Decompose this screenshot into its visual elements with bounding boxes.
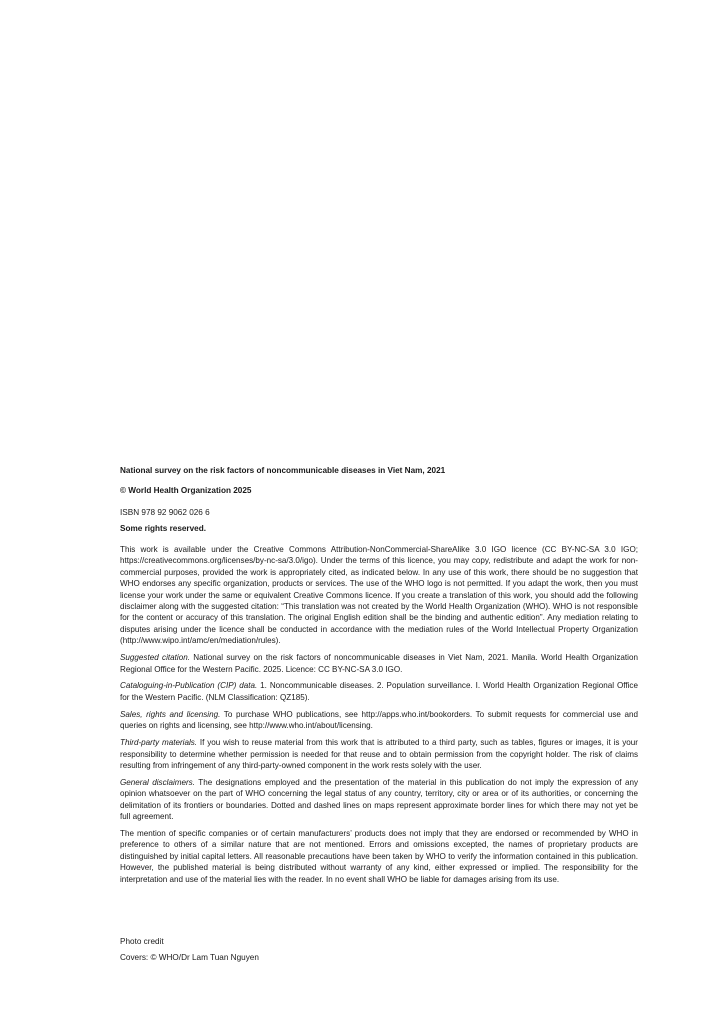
third-party-text: If you wish to reuse material from this work that is attributed to a third party, such as tables, figures or images, it is your responsibility to determine whether permission is needed for that reuse and to obtain permission from the copyright holder. The risk of claims resulting from infringement of any third-party-owned component in the work rests solely with the user.: [120, 738, 638, 770]
isbn-number: ISBN 978 92 9062 026 6: [120, 508, 210, 517]
sales-paragraph: [120, 709, 638, 732]
license-paragraph: This work is available under the Creative Commons Attribution-NonCommercial-ShareAlike 3.0 IGO licence (CC BY-NC-SA 3.0 IGO; https://creativecommons.org/licenses/by-nc-sa/3.0/igo). Under the terms of this licence, you may copy, redistribute and adapt the work for non-commercial purposes, provided the work is appropriately cited, as indicated below. In any use of this work, there should be no suggestion that WHO endorses any specific organization, products or services. The use of the WHO logo is not permitted. If you adapt the work, then you must license your work under the same or equivalent Creative Commons licence. If you create a translation of this work, you should add the following disclaimer along with the suggested citation: “This translation was not created by the World Health Organization (WHO). WHO is not responsible for the content or accuracy of this translation. The original English edition shall be the binding and authentic edition”. Any mediation relating to disputes arising under the licence shall be conducted in accordance with the mediation rules of the World Intellectual Property Organization (http://www.wipo.int/amc/en/mediation/rules).: [120, 545, 638, 646]
citation-paragraph: [120, 652, 638, 675]
photo-credit-block: [120, 936, 638, 968]
disclaimers-paragraph: [120, 777, 638, 823]
isbn-block: [120, 507, 638, 534]
cip-label: Cataloguing-in-Publication (CIP) data.: [120, 681, 258, 691]
publication-title: National survey on the risk factors of noncommunicable diseases in Viet Nam, 2021: [120, 466, 446, 475]
cip-text: 1. Noncommunicable diseases. 2. Population surveillance. I. World Health Organization Regional Office for the Western Pacific. (NLM Classification: QZ185).: [120, 681, 638, 702]
sales-label: Sales, rights and licensing.: [120, 709, 221, 719]
legal-text: [120, 544, 638, 890]
copyright-notice: © World Health Organization 2025: [120, 486, 252, 495]
mention-paragraph: The mention of specific companies or of certain manufacturers’ products does not imply that they are endorsed or recommended by WHO in preference to others of a similar nature that are not mentioned. Errors and omissions excepted, the names of proprietary products are distinguished by initial capital letters. All reasonable precautions have been taken by WHO to verify the information contained in this publication. However, the published material is being distributed without warranty of any kind, either expressed or implied. The responsibility for the interpretation and use of the material lies with the reader. In no event shall WHO be liable for damages arising from its use.: [120, 828, 638, 884]
disclaimers-label: General disclaimers.: [120, 777, 195, 787]
disclaimers-text: The designations employed and the presentation of the material in this publication do not imply the expression of any opinion whatsoever on the part of WHO concerning the legal status of any country, territory, city or area or of its authorities, or concerning the delimitation of its frontiers or boundaries. Dotted and dashed lines on maps represent approximate border lines for which there may not yet be full agreement.: [120, 777, 638, 822]
third-party-label: Third-party materials.: [120, 738, 198, 748]
cip-paragraph: [120, 680, 638, 703]
sales-text: To purchase WHO publications, see http://apps.who.int/bookorders. To submit requests for commercial use and queries on rights and licensing, see http://www.who.int/about/licensing.: [120, 709, 639, 731]
citation-text: National survey on the risk factors of noncommunicable diseases in Viet Nam, 2021. Manila. World Health Organization Regional Office for the Western Pacific. 2025. Licence: CC BY-NC-SA 3.0 IGO.: [120, 653, 638, 674]
citation-label: Suggested citation.: [120, 653, 190, 663]
photo-credit-label: Photo credit: [120, 937, 164, 946]
third-party-paragraph: [120, 737, 638, 771]
photo-credit-text: Covers: © WHO/Dr Lam Tuan Nguyen: [120, 953, 259, 962]
rights-statement: Some rights reserved.: [120, 524, 207, 533]
